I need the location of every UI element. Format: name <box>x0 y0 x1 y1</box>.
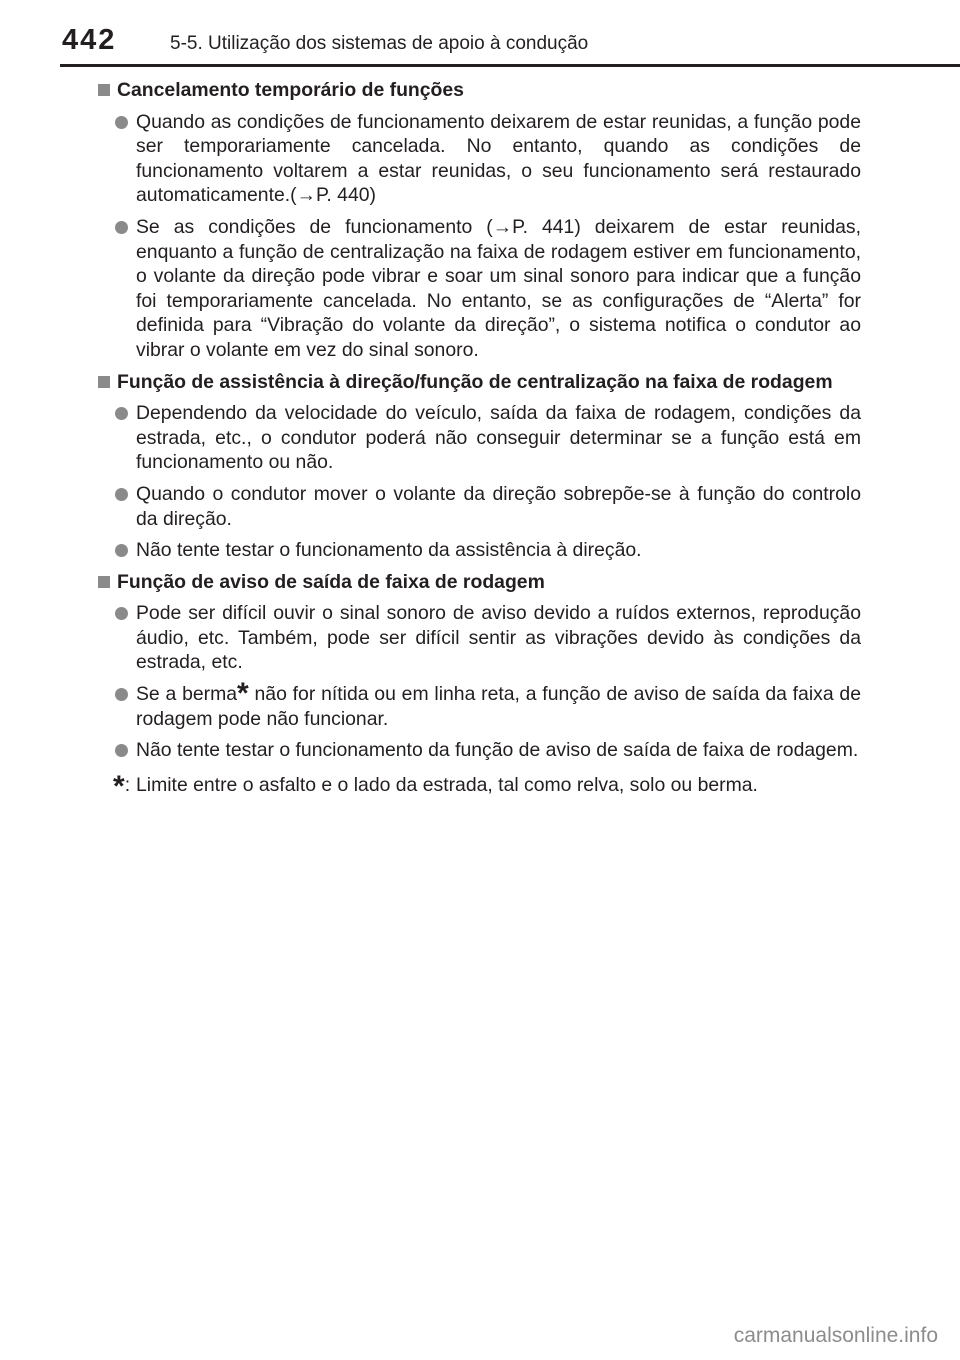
footnote-asterisk: * <box>237 677 249 711</box>
footnote-asterisk: * <box>113 769 125 803</box>
square-bullet-icon <box>98 376 110 388</box>
list-item-text: Se as condições de funcionamento (→P. 441) deixarem de estar reunidas, enquanto a função de centralização na faixa de rodagem estiver em funcionamento, o volante da direção pode vibrar e soar um sinal sonoro para indicar que a função foi temporariamente cancelada. No entanto, se as configurações de “Alerta” for definida para “Vibração do volante da direção”, o sistema notifica o condutor ao vibrar o volante em vez do sinal sonoro. <box>136 215 861 361</box>
heading-text: Função de aviso de saída de faixa de rodagem <box>117 570 545 593</box>
circle-bullet-icon <box>115 544 128 557</box>
list-item-text: Pode ser difícil ouvir o sinal sonoro de aviso devido a ruídos externos, reprodução áudio, etc. Também, pode ser difícil sentir as vibrações devido às condições da estrada, etc. <box>136 602 861 674</box>
section-heading <box>98 370 861 395</box>
header-rule <box>60 64 960 67</box>
list-item <box>98 538 861 563</box>
footnote-marker <box>113 769 131 803</box>
heading-text: Cancelamento temporário de funções <box>117 79 464 101</box>
circle-bullet-icon <box>115 607 128 620</box>
section-title: 5-5. Utilização dos sistemas de apoio à condução <box>170 33 589 54</box>
circle-bullet-icon <box>115 407 128 420</box>
section-heading <box>98 570 861 595</box>
list-item-text-before: Se a berma <box>136 683 238 706</box>
list-item-text: Não tente testar o funcionamento da função de aviso de saída de faixa de rodagem. <box>136 739 859 762</box>
list-item <box>98 215 861 363</box>
list-item-text: Quando as condições de funcionamento deixarem de estar reunidas, a função pode ser temporariamente cancelada. No entanto, quando as condições de funcionamento voltarem a estar reunidas, o seu funcionamento será restaurado automaticamente.(→P. 440) <box>136 110 861 207</box>
list-item-text: Quando o condutor mover o volante da direção sobrepõe-se à função do controlo da direção. <box>136 482 861 530</box>
section-heading <box>98 78 861 103</box>
list-item-text-after: não for nítida ou em linha reta, a função de aviso de saída da faixa de rodagem pode não funcionar. <box>136 683 861 730</box>
heading-text: Função de assistência à direção/função de centralização na faixa de rodagem <box>117 370 833 393</box>
list-item <box>98 482 861 531</box>
square-bullet-icon <box>98 576 110 588</box>
list-item-text: Dependendo da velocidade do veículo, saída da faixa de rodagem, condições da estrada, etc., o condutor poderá não conseguir determinar se a função está em funcionamento ou não. <box>136 402 861 474</box>
footnote-text: Limite entre o asfalto e o lado da estrada, tal como relva, solo ou berma. <box>136 773 758 796</box>
page-content <box>98 78 861 803</box>
footnote <box>98 769 861 803</box>
square-bullet-icon <box>98 84 110 96</box>
list-item <box>98 677 861 731</box>
watermark: carmanualsonline.info <box>733 1324 938 1347</box>
circle-bullet-icon <box>115 688 128 701</box>
page-number: 442 <box>62 24 117 56</box>
circle-bullet-icon <box>115 488 128 501</box>
list-item <box>98 601 861 675</box>
circle-bullet-icon <box>115 744 128 757</box>
circle-bullet-icon <box>115 116 128 129</box>
list-item-text: Não tente testar o funcionamento da assistência à direção. <box>136 539 642 562</box>
circle-bullet-icon <box>115 221 128 234</box>
list-item <box>98 110 861 208</box>
footnote-separator: : <box>124 773 131 796</box>
list-item <box>98 738 861 763</box>
list-item <box>98 401 861 475</box>
